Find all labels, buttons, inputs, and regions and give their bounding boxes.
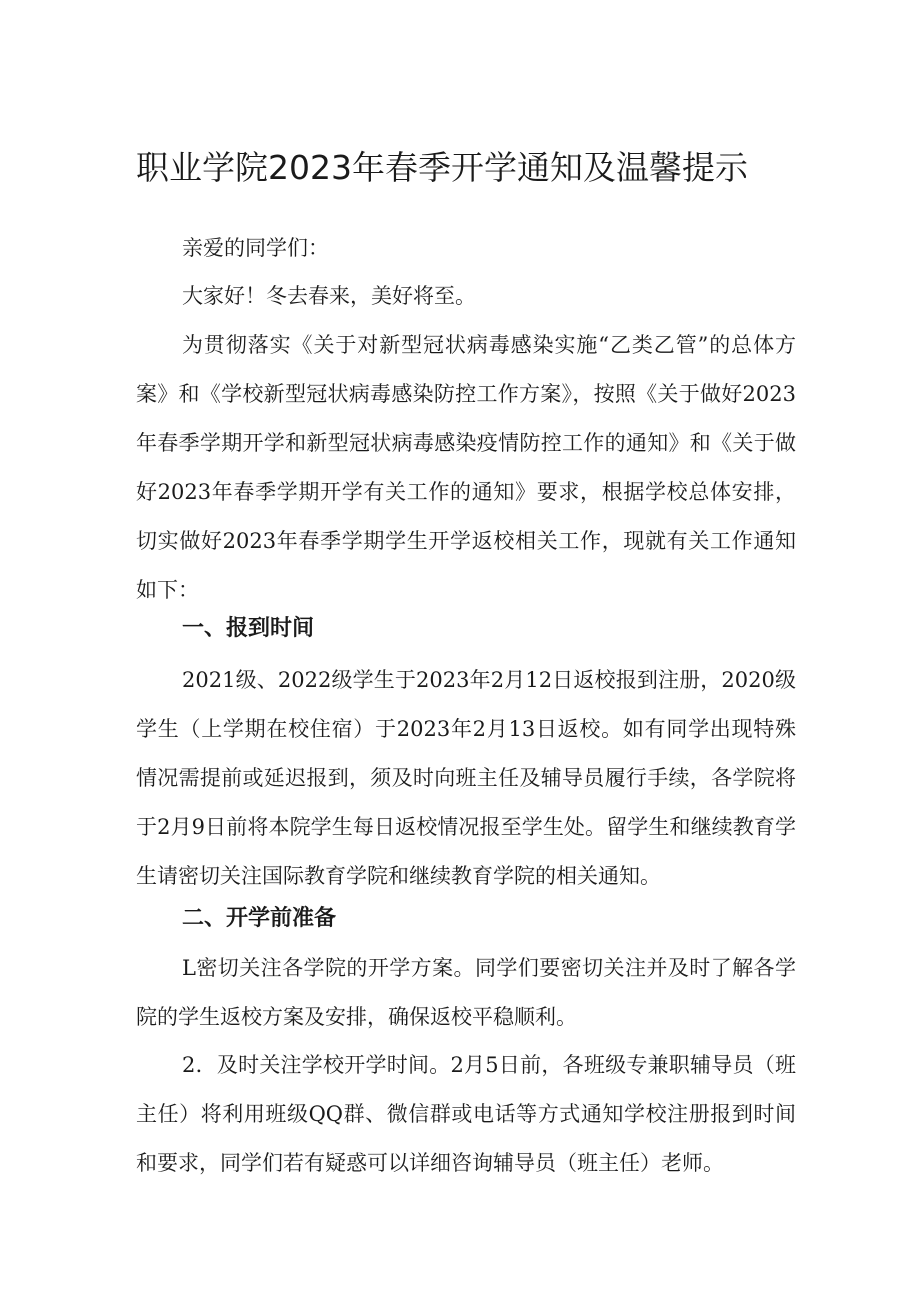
intro-paragraph: 为贯彻落实《关于对新型冠状病毒感染实施“乙类乙管”的总体方案》和《学校新型冠状病毒感染防控工作方案》，按照《关于做好2023年春季学期开学和新型冠状病毒感染疫情防控工作的通知》和《关于做好2023年春季学期开学有关工作的通知》要求，根据学校总体安排，切实做好2023年春季学期学生开学返校相关工作，现就有关工作通知如下： [136,333,796,602]
section-heading-preparation: 二、开学前准备 [182,906,337,931]
preparation-item-1: L密切关注各学院的开学方案。同学们要密切关注并及时了解各学院的学生返校方案及安排，确保返校平稳顺利。 [136,956,796,1029]
section-heading-registration-time: 一、报到时间 [182,616,315,641]
greeting: 大家好！冬去春来，美好将至。 [182,284,476,308]
preparation-item-2: 2．及时关注学校开学时间。2月5日前，各班级专兼职辅导员（班主任）将利用班级QQ群、微信群或电话等方式通知学校注册报到时间和要求，同学们若有疑惑可以详细咨询辅导员（班主任）老师。 [136,1053,796,1175]
document-title: 职业学院2023年春季开学通知及温馨提示 [136,148,748,187]
salutation: 亲爱的同学们： [182,236,329,260]
registration-time-paragraph: 2021级、2022级学生于2023年2月12日返校报到注册，2020级学生（上学期在校住宿）于2023年2月13日返校。如有同学出现特殊情况需提前或延迟报到，须及时向班主任及辅导员履行手续，各学院将于2月9日前将本院学生每日返校情况报至学生处。留学生和继续教育学生请密切关注国际教育学院和继续教育学院的相关通知。 [136,668,796,888]
